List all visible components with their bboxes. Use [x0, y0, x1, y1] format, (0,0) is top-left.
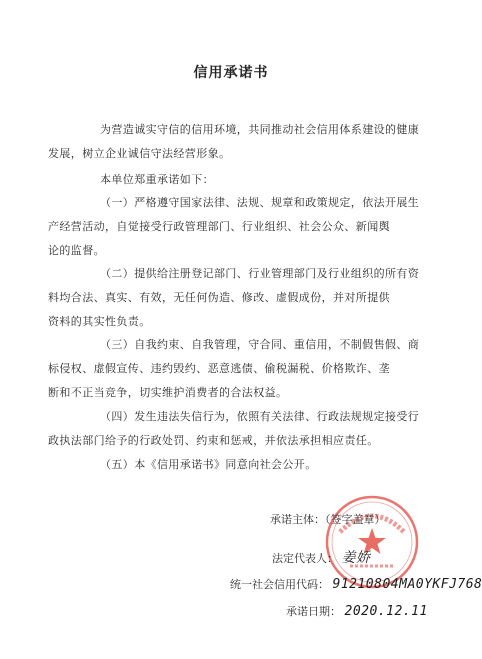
- paragraph-line: 论的监督。: [48, 244, 105, 257]
- paragraph-line: 为营造诚实守信的信用环境，共同推动社会信用体系建设的健康: [100, 123, 420, 136]
- paragraph-line: （三）自我约束、自我管理，守合同、重信用，不制假售假、商: [100, 338, 420, 351]
- paragraph-4: [48, 262, 420, 334]
- paragraph-line: 断和不正当竞争，切实维护消费者的合法权益。: [48, 386, 288, 399]
- paragraph-line: 本单位郑重承诺如下：: [100, 173, 214, 186]
- commitment-date-row: [286, 605, 428, 619]
- paragraph-7: [78, 453, 317, 477]
- paragraph-1: [48, 118, 420, 166]
- document-title: 信用承诺书: [193, 65, 269, 81]
- legal-representative-signature: 姜娇: [341, 550, 371, 566]
- paragraph-line: 标侵权、虚假宣传、违约毁约、恶意逃债、偷税漏税、价格欺诈、垄: [48, 362, 390, 375]
- paragraph-5: [48, 333, 420, 405]
- paragraph-line: 资料的其实性负责。: [48, 315, 151, 328]
- paragraph-2: [78, 168, 214, 192]
- paragraph-line: 料均合法、真实、有效，无任何伪造、修改、虚假成份，并对所提供: [48, 291, 390, 304]
- paragraph-line: （五）本《信用承诺书》同意向社会公开。: [100, 458, 317, 471]
- paragraph-line: （一）严格遵守国家法律、法规、规章和政策规定，依法开展生: [100, 196, 420, 209]
- credit-code-label: 统一社会信用代码：: [230, 578, 329, 591]
- credit-code-row: [230, 578, 482, 592]
- commitment-date-value: 2020.12.11: [344, 604, 428, 619]
- paragraph-line: 产经营活动，自觉接受行政管理部门、行业组织、社会公众、新闻舆: [48, 220, 390, 233]
- paragraph-line: 政执法部门给予的行政处罚、约束和惩戒，并依法承担相应责任。: [48, 434, 379, 447]
- paragraph-line: （二）提供给注册登记部门、行业管理部门及行业组织的所有资: [100, 267, 420, 280]
- paragraph-3: [48, 191, 420, 263]
- credit-code-value: 91210804MA0YKFJ768: [332, 577, 482, 592]
- commitment-date-label: 承诺日期：: [286, 605, 341, 618]
- paragraph-line: （四）发生违法失信行为，依照有关法律、行政法规规定接受行: [100, 410, 420, 423]
- legal-representative-row: [272, 551, 371, 566]
- paragraph-6: [48, 405, 420, 453]
- paragraph-line: 发展，树立企业诚信守法经营形象。: [48, 147, 231, 160]
- legal-representative-label: 法定代表人：: [272, 552, 338, 565]
- commitment-subject-label: 承诺主体：（签字盖章）: [270, 513, 386, 526]
